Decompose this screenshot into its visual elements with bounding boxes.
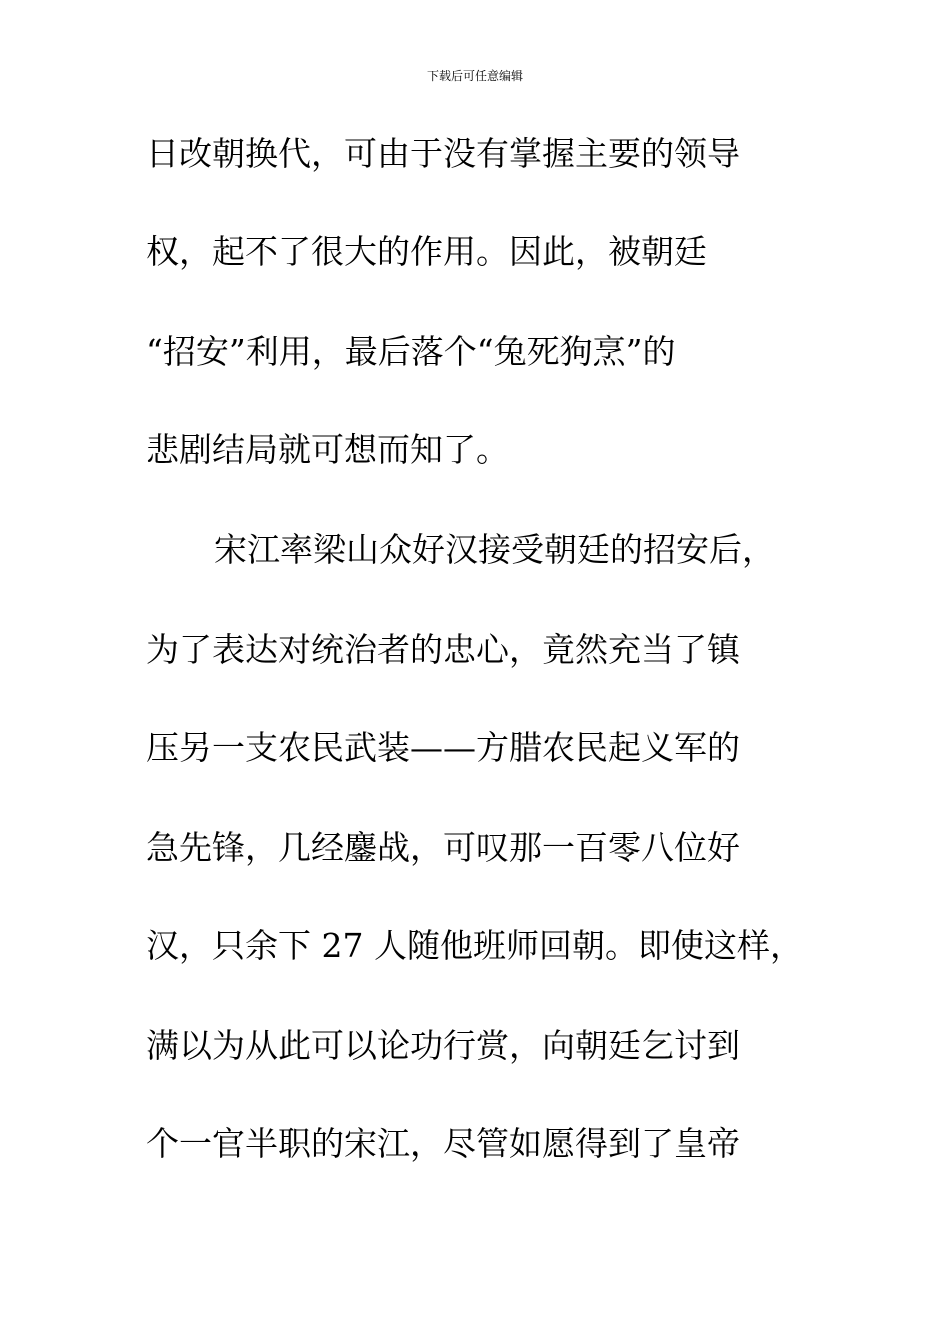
text-line-7: 压另一支农民武装——方腊农民起义军的 [146, 728, 740, 767]
text-line-2: 权，起不了很大的作用。因此，被朝廷 [146, 232, 707, 271]
text-line-8: 急先锋，几经鏖战，可叹那一百零八位好 [146, 828, 740, 867]
header-note: 下载后可任意编辑 [426, 69, 523, 83]
text-line-10: 满以为从此可以论功行赏，向朝廷乞讨到 [146, 1026, 740, 1065]
text-line-11: 个一官半职的宋江，尽管如愿得到了皇帝 [146, 1124, 740, 1163]
text-line-3: “招安”利用，最后落个“兔死狗烹”的 [146, 332, 676, 371]
text-line-4: 悲剧结局就可想而知了。 [146, 430, 509, 469]
text-line-9: 汉，只余下 27 人随他班师回朝。即使这样， [146, 926, 803, 965]
text-line-6: 为了表达对统治者的忠心，竟然充当了镇 [146, 630, 740, 669]
text-line-1: 日改朝换代，可由于没有掌握主要的领导 [146, 134, 740, 173]
text-line-5: 宋江率梁山众好汉接受朝廷的招安后， [214, 530, 775, 569]
